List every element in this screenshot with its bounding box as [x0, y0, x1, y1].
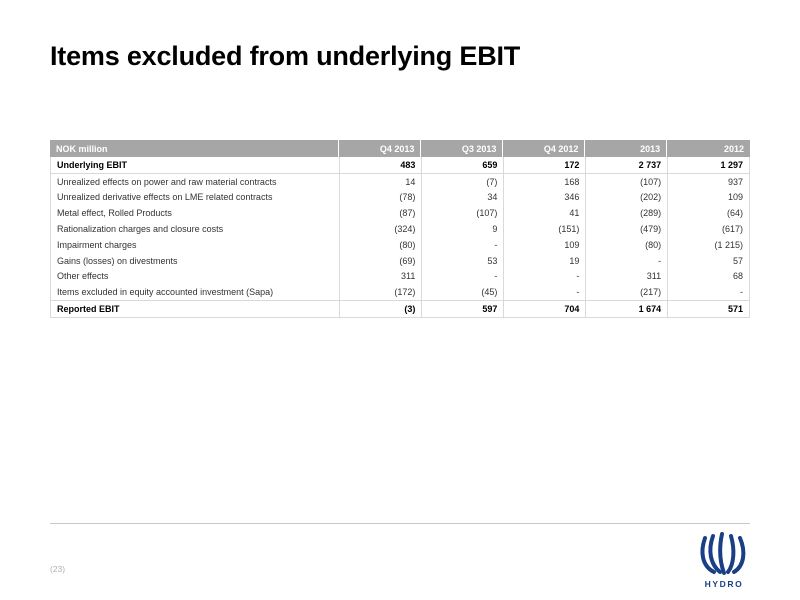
table-cell: 57 [667, 253, 750, 269]
table-cell: 311 [585, 269, 667, 285]
column-header: Q4 2012 [503, 140, 585, 157]
table-cell: - [503, 284, 585, 301]
row-label: Metal effect, Rolled Products [50, 205, 339, 221]
table-cell: (87) [339, 205, 421, 221]
hydro-logo [696, 532, 752, 592]
table-cell: (64) [667, 205, 750, 221]
table-cell: 172 [503, 157, 585, 174]
table-cell: (202) [585, 190, 667, 206]
table-cell: (172) [339, 284, 421, 301]
row-label: Other effects [50, 269, 339, 285]
table-cell: (3) [339, 301, 421, 318]
table-cell: 571 [667, 301, 750, 318]
table-cell: - [667, 284, 750, 301]
table-row [50, 269, 750, 285]
table-row [50, 174, 750, 190]
table-row-underlying-ebit [50, 157, 750, 174]
ebit-table [50, 140, 750, 318]
table-cell: (617) [667, 221, 750, 237]
table-cell: 659 [421, 157, 503, 174]
table-cell: 9 [421, 221, 503, 237]
table-row [50, 205, 750, 221]
table-cell: 109 [503, 237, 585, 253]
table-cell: 53 [421, 253, 503, 269]
table-cell: - [421, 237, 503, 253]
table-cell: 346 [503, 190, 585, 206]
table-row [50, 221, 750, 237]
table-cell: (151) [503, 221, 585, 237]
table-cell: 41 [503, 205, 585, 221]
table-row [50, 284, 750, 301]
row-label: Rationalization charges and closure costs [50, 221, 339, 237]
table-cell: 1 674 [585, 301, 667, 318]
row-label: Reported EBIT [50, 301, 339, 318]
row-label: Unrealized effects on power and raw material contracts [50, 174, 339, 190]
table-cell: (80) [339, 237, 421, 253]
column-header: Q4 2013 [339, 140, 421, 157]
table-cell: 168 [503, 174, 585, 190]
column-header: Q3 2013 [421, 140, 503, 157]
table-row [50, 237, 750, 253]
table-cell: (479) [585, 221, 667, 237]
table-cell: 19 [503, 253, 585, 269]
page-number: (23) [50, 564, 66, 574]
table-cell: 311 [339, 269, 421, 285]
row-label: Underlying EBIT [50, 157, 339, 174]
table-cell: (45) [421, 284, 503, 301]
row-label: Unrealized derivative effects on LME related contracts [50, 190, 339, 206]
table-header-row [50, 140, 750, 157]
row-label: Impairment charges [50, 237, 339, 253]
table-row [50, 190, 750, 206]
hydro-logo-icon [696, 532, 752, 578]
table-cell: (78) [339, 190, 421, 206]
column-header: NOK million [50, 140, 339, 157]
table-row-reported-ebit [50, 301, 750, 318]
table-cell: (7) [421, 174, 503, 190]
table-row [50, 253, 750, 269]
table-cell: (80) [585, 237, 667, 253]
table-cell: 109 [667, 190, 750, 206]
table-cell: 14 [339, 174, 421, 190]
table-cell: (324) [339, 221, 421, 237]
table-cell: (217) [585, 284, 667, 301]
table-cell: 1 297 [667, 157, 750, 174]
column-header: 2012 [667, 140, 750, 157]
table-cell: (107) [421, 205, 503, 221]
table-cell: (107) [585, 174, 667, 190]
table-cell: 34 [421, 190, 503, 206]
table-cell: (69) [339, 253, 421, 269]
row-label: Gains (losses) on divestments [50, 253, 339, 269]
table-cell: 2 737 [585, 157, 667, 174]
table-cell: 68 [667, 269, 750, 285]
table-cell: - [585, 253, 667, 269]
table-cell: (1 215) [667, 237, 750, 253]
column-header: 2013 [585, 140, 667, 157]
page-title: Items excluded from underlying EBIT [50, 41, 521, 71]
table-cell: 937 [667, 174, 750, 190]
row-label: Items excluded in equity accounted investment (Sapa) [50, 284, 339, 301]
table-cell: 704 [503, 301, 585, 318]
table-cell: (289) [585, 205, 667, 221]
table-cell: 597 [421, 301, 503, 318]
table-cell: 483 [339, 157, 421, 174]
logo-text: HYDRO [704, 579, 744, 589]
table-cell: - [421, 269, 503, 285]
footer-divider [50, 523, 750, 524]
table-cell: - [503, 269, 585, 285]
